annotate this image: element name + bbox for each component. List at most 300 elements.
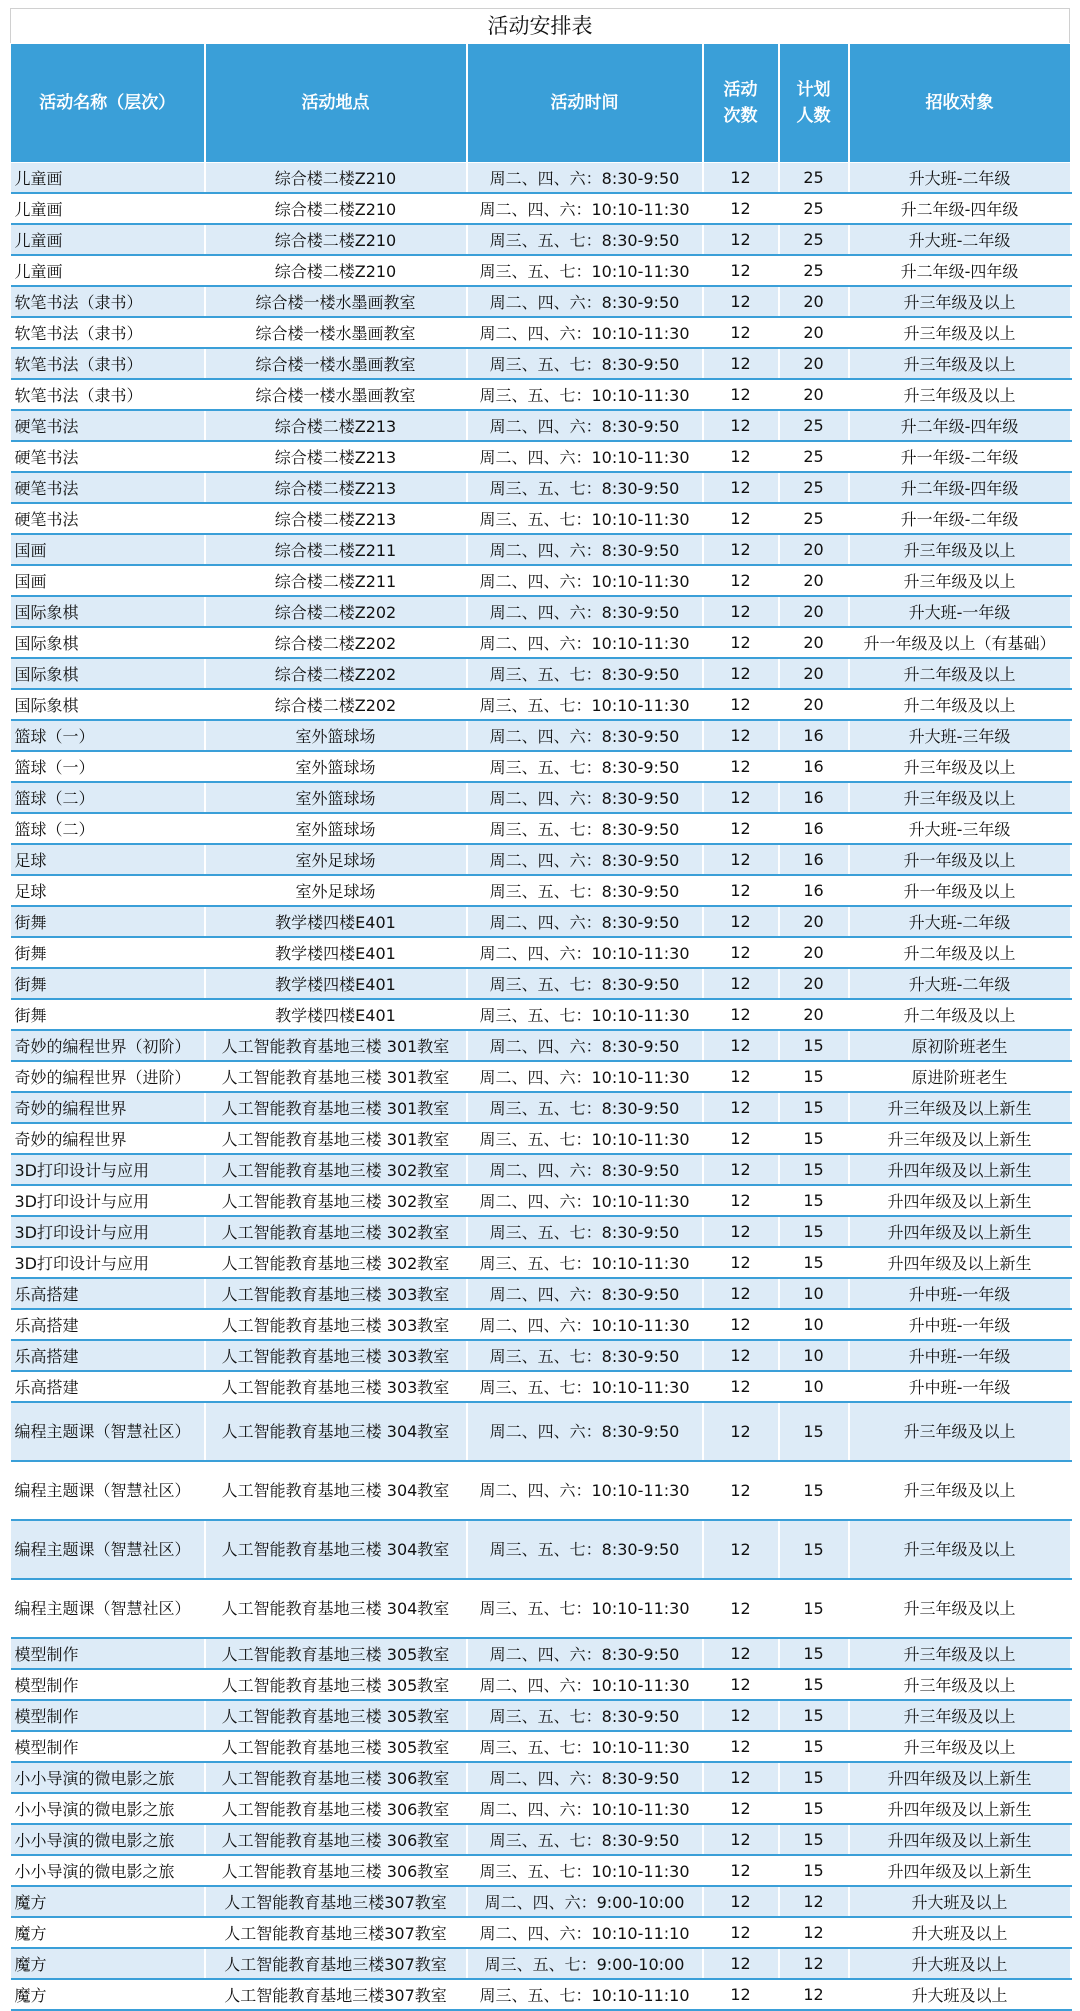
target-cell: 升一年级及以上	[849, 875, 1071, 906]
sessions-cell: 12	[703, 1402, 779, 1461]
activity-name-cell: 编程主题课（智慧社区）	[11, 1461, 205, 1520]
time-cell: 周三、五、七：8:30-9:50	[467, 658, 703, 689]
location-cell: 人工智能教育基地三楼 302教室	[205, 1154, 467, 1185]
location-cell: 室外足球场	[205, 844, 467, 875]
planned-count-cell: 15	[779, 1030, 849, 1061]
activity-name-cell: 乐高搭建	[11, 1371, 205, 1402]
time-cell: 周三、五、七：8:30-9:50	[467, 751, 703, 782]
sessions-cell: 12	[703, 224, 779, 255]
time-cell: 周二、四、六：10:10-11:30	[467, 1461, 703, 1520]
planned-count-cell: 10	[779, 1278, 849, 1309]
planned-count-cell: 20	[779, 348, 849, 379]
table-row	[11, 751, 1071, 782]
sessions-cell: 12	[703, 1731, 779, 1762]
target-cell: 升三年级及以上	[849, 1669, 1071, 1700]
planned-count-cell: 20	[779, 317, 849, 348]
target-cell: 升大班-一年级	[849, 596, 1071, 627]
planned-count-cell: 16	[779, 751, 849, 782]
target-cell: 升三年级及以上	[849, 1731, 1071, 1762]
activity-name-cell: 篮球（二）	[11, 813, 205, 844]
activity-name-cell: 乐高搭建	[11, 1278, 205, 1309]
activity-name-cell: 软笔书法（隶书）	[11, 348, 205, 379]
location-cell: 人工智能教育基地三楼 305教室	[205, 1731, 467, 1762]
table-row	[11, 1216, 1071, 1247]
location-cell: 人工智能教育基地三楼 304教室	[205, 1579, 467, 1638]
sessions-cell: 12	[703, 1669, 779, 1700]
sessions-cell: 12	[703, 999, 779, 1030]
time-cell: 周三、五、七：10:10-11:30	[467, 1247, 703, 1278]
planned-count-cell: 12	[779, 1917, 849, 1948]
table-row	[11, 1979, 1071, 2010]
sessions-cell: 12	[703, 1461, 779, 1520]
target-cell: 升三年级及以上	[849, 379, 1071, 410]
header-planned-count	[779, 44, 849, 163]
planned-count-cell: 15	[779, 1402, 849, 1461]
target-cell: 升一年级及以上（有基础）	[849, 627, 1071, 658]
sessions-cell: 12	[703, 937, 779, 968]
table-row	[11, 441, 1071, 472]
table-row	[11, 782, 1071, 813]
table-row	[11, 193, 1071, 224]
planned-count-cell: 20	[779, 658, 849, 689]
location-cell: 综合楼二楼Z210	[205, 163, 467, 194]
activity-name-cell: 国际象棋	[11, 689, 205, 720]
activity-name-cell: 硬笔书法	[11, 441, 205, 472]
activity-name-cell: 儿童画	[11, 224, 205, 255]
table-row	[11, 410, 1071, 441]
sessions-cell: 12	[703, 813, 779, 844]
location-cell: 综合楼一楼水墨画教室	[205, 317, 467, 348]
activity-name-cell: 国画	[11, 565, 205, 596]
activity-name-cell: 3D打印设计与应用	[11, 1185, 205, 1216]
table-row	[11, 1278, 1071, 1309]
table-row	[11, 937, 1071, 968]
table-row	[11, 906, 1071, 937]
time-cell: 周二、四、六：10:10-11:30	[467, 1793, 703, 1824]
location-cell: 人工智能教育基地三楼 305教室	[205, 1669, 467, 1700]
location-cell: 综合楼二楼Z213	[205, 503, 467, 534]
planned-count-cell: 20	[779, 968, 849, 999]
activity-name-cell: 街舞	[11, 968, 205, 999]
table-row	[11, 1948, 1071, 1979]
planned-count-cell: 15	[779, 1520, 849, 1579]
sessions-cell: 12	[703, 875, 779, 906]
location-cell: 综合楼二楼Z213	[205, 410, 467, 441]
planned-count-cell: 15	[779, 1579, 849, 1638]
header-sessions-label: 活动次数	[723, 80, 758, 126]
location-cell: 综合楼一楼水墨画教室	[205, 348, 467, 379]
sessions-cell: 12	[703, 968, 779, 999]
activity-name-cell: 街舞	[11, 937, 205, 968]
location-cell: 室外足球场	[205, 875, 467, 906]
activity-name-cell: 3D打印设计与应用	[11, 1247, 205, 1278]
target-cell: 升四年级及以上新生	[849, 1793, 1071, 1824]
activity-name-cell: 小小导演的微电影之旅	[11, 1824, 205, 1855]
location-cell: 人工智能教育基地三楼307教室	[205, 1948, 467, 1979]
sessions-cell: 12	[703, 534, 779, 565]
planned-count-cell: 12	[779, 1948, 849, 1979]
sessions-cell: 12	[703, 844, 779, 875]
sessions-cell: 12	[703, 472, 779, 503]
location-cell: 教学楼四楼E401	[205, 906, 467, 937]
table-row	[11, 968, 1071, 999]
location-cell: 教学楼四楼E401	[205, 937, 467, 968]
location-cell: 综合楼二楼Z211	[205, 565, 467, 596]
planned-count-cell: 15	[779, 1638, 849, 1669]
target-cell: 升四年级及以上新生	[849, 1855, 1071, 1886]
target-cell: 升三年级及以上	[849, 534, 1071, 565]
planned-count-cell: 25	[779, 472, 849, 503]
target-cell: 升中班-一年级	[849, 1371, 1071, 1402]
planned-count-cell: 15	[779, 1700, 849, 1731]
sessions-cell: 12	[703, 410, 779, 441]
location-cell: 室外篮球场	[205, 720, 467, 751]
table-row	[11, 1247, 1071, 1278]
planned-count-cell: 16	[779, 844, 849, 875]
planned-count-cell: 25	[779, 163, 849, 194]
location-cell: 综合楼一楼水墨画教室	[205, 379, 467, 410]
time-cell: 周二、四、六：10:10-11:30	[467, 627, 703, 658]
location-cell: 室外篮球场	[205, 782, 467, 813]
planned-count-cell: 20	[779, 906, 849, 937]
planned-count-cell: 15	[779, 1793, 849, 1824]
location-cell: 人工智能教育基地三楼 303教室	[205, 1371, 467, 1402]
target-cell: 原进阶班老生	[849, 1061, 1071, 1092]
target-cell: 升三年级及以上	[849, 751, 1071, 782]
table-row	[11, 689, 1071, 720]
planned-count-cell: 15	[779, 1216, 849, 1247]
time-cell: 周三、五、七：10:10-11:30	[467, 255, 703, 286]
activity-name-cell: 魔方	[11, 1886, 205, 1917]
time-cell: 周三、五、七：8:30-9:50	[467, 1824, 703, 1855]
location-cell: 综合楼二楼Z213	[205, 441, 467, 472]
location-cell: 综合楼二楼Z202	[205, 596, 467, 627]
sessions-cell: 12	[703, 255, 779, 286]
target-cell: 升三年级及以上	[849, 1638, 1071, 1669]
sessions-cell: 12	[703, 1855, 779, 1886]
sessions-cell: 12	[703, 1948, 779, 1979]
target-cell: 原初阶班老生	[849, 1030, 1071, 1061]
target-cell: 升三年级及以上	[849, 1700, 1071, 1731]
location-cell: 人工智能教育基地三楼 302教室	[205, 1216, 467, 1247]
planned-count-cell: 25	[779, 224, 849, 255]
location-cell: 人工智能教育基地三楼 301教室	[205, 1061, 467, 1092]
table-row	[11, 1402, 1071, 1461]
location-cell: 综合楼一楼水墨画教室	[205, 286, 467, 317]
location-cell: 人工智能教育基地三楼 304教室	[205, 1461, 467, 1520]
schedule-table	[10, 43, 1072, 2011]
time-cell: 周二、四、六：8:30-9:50	[467, 410, 703, 441]
target-cell: 升二年级及以上	[849, 937, 1071, 968]
target-cell: 升中班-一年级	[849, 1278, 1071, 1309]
target-cell: 升二年级-四年级	[849, 255, 1071, 286]
sessions-cell: 12	[703, 1154, 779, 1185]
planned-count-cell: 15	[779, 1731, 849, 1762]
location-cell: 综合楼二楼Z211	[205, 534, 467, 565]
table-row	[11, 379, 1071, 410]
time-cell: 周二、四、六：9:00-10:00	[467, 1886, 703, 1917]
location-cell: 综合楼二楼Z202	[205, 658, 467, 689]
activity-name-cell: 模型制作	[11, 1731, 205, 1762]
sessions-cell: 12	[703, 1061, 779, 1092]
sessions-cell: 12	[703, 503, 779, 534]
table-row	[11, 720, 1071, 751]
location-cell: 人工智能教育基地三楼307教室	[205, 1979, 467, 2010]
target-cell: 升四年级及以上新生	[849, 1216, 1071, 1247]
time-cell: 周三、五、七：9:00-10:00	[467, 1948, 703, 1979]
time-cell: 周二、四、六：8:30-9:50	[467, 534, 703, 565]
table-row	[11, 1669, 1071, 1700]
activity-name-cell: 篮球（一）	[11, 751, 205, 782]
activity-name-cell: 奇妙的编程世界	[11, 1092, 205, 1123]
target-cell: 升三年级及以上	[849, 565, 1071, 596]
target-cell: 升二年级及以上	[849, 658, 1071, 689]
target-cell: 升三年级及以上	[849, 1461, 1071, 1520]
table-row	[11, 875, 1071, 906]
activity-name-cell: 编程主题课（智慧社区）	[11, 1579, 205, 1638]
planned-count-cell: 20	[779, 286, 849, 317]
table-row	[11, 1793, 1071, 1824]
sessions-cell: 12	[703, 379, 779, 410]
location-cell: 综合楼二楼Z210	[205, 255, 467, 286]
time-cell: 周三、五、七：8:30-9:50	[467, 224, 703, 255]
table-row	[11, 565, 1071, 596]
target-cell: 升大班及以上	[849, 1917, 1071, 1948]
sessions-cell: 12	[703, 163, 779, 194]
location-cell: 人工智能教育基地三楼 303教室	[205, 1278, 467, 1309]
table-row	[11, 1061, 1071, 1092]
activity-name-cell: 篮球（一）	[11, 720, 205, 751]
time-cell: 周二、四、六：8:30-9:50	[467, 163, 703, 194]
time-cell: 周二、四、六：10:10-11:10	[467, 1917, 703, 1948]
planned-count-cell: 25	[779, 441, 849, 472]
target-cell: 升大班-二年级	[849, 968, 1071, 999]
sessions-cell: 12	[703, 627, 779, 658]
target-cell: 升四年级及以上新生	[849, 1154, 1071, 1185]
planned-count-cell: 20	[779, 937, 849, 968]
time-cell: 周二、四、六：10:10-11:30	[467, 317, 703, 348]
time-cell: 周二、四、六：10:10-11:30	[467, 1309, 703, 1340]
table-row	[11, 1092, 1071, 1123]
target-cell: 升四年级及以上新生	[849, 1762, 1071, 1793]
activity-name-cell: 街舞	[11, 999, 205, 1030]
location-cell: 人工智能教育基地三楼 303教室	[205, 1309, 467, 1340]
target-cell: 升四年级及以上新生	[849, 1247, 1071, 1278]
planned-count-cell: 15	[779, 1185, 849, 1216]
location-cell: 人工智能教育基地三楼307教室	[205, 1886, 467, 1917]
page-title: 活动安排表	[10, 8, 1070, 43]
activity-name-cell: 街舞	[11, 906, 205, 937]
table-row	[11, 1762, 1071, 1793]
sessions-cell: 12	[703, 1917, 779, 1948]
table-row	[11, 163, 1071, 194]
planned-count-cell: 16	[779, 720, 849, 751]
table-row	[11, 1340, 1071, 1371]
target-cell: 升三年级及以上	[849, 1520, 1071, 1579]
target-cell: 升一年级-二年级	[849, 503, 1071, 534]
table-row	[11, 1123, 1071, 1154]
planned-count-cell: 20	[779, 689, 849, 720]
time-cell: 周二、四、六：10:10-11:30	[467, 1061, 703, 1092]
time-cell: 周三、五、七：8:30-9:50	[467, 1340, 703, 1371]
table-row	[11, 1309, 1071, 1340]
header-location: 活动地点	[205, 44, 467, 163]
table-row	[11, 1371, 1071, 1402]
target-cell: 升二年级-四年级	[849, 193, 1071, 224]
table-row	[11, 1520, 1071, 1579]
location-cell: 人工智能教育基地三楼 303教室	[205, 1340, 467, 1371]
activity-name-cell: 国际象棋	[11, 658, 205, 689]
location-cell: 人工智能教育基地三楼307教室	[205, 1917, 467, 1948]
activity-name-cell: 软笔书法（隶书）	[11, 379, 205, 410]
planned-count-cell: 16	[779, 813, 849, 844]
table-row	[11, 286, 1071, 317]
table-row	[11, 658, 1071, 689]
time-cell: 周二、四、六：10:10-11:30	[467, 441, 703, 472]
planned-count-cell: 15	[779, 1824, 849, 1855]
planned-count-cell: 20	[779, 627, 849, 658]
location-cell: 人工智能教育基地三楼 306教室	[205, 1855, 467, 1886]
table-row	[11, 472, 1071, 503]
time-cell: 周二、四、六：8:30-9:50	[467, 286, 703, 317]
location-cell: 教学楼四楼E401	[205, 999, 467, 1030]
time-cell: 周二、四、六：10:10-11:30	[467, 1669, 703, 1700]
sessions-cell: 12	[703, 1638, 779, 1669]
sessions-cell: 12	[703, 1185, 779, 1216]
time-cell: 周二、四、六：8:30-9:50	[467, 596, 703, 627]
sessions-cell: 12	[703, 1247, 779, 1278]
time-cell: 周二、四、六：8:30-9:50	[467, 1402, 703, 1461]
target-cell: 升四年级及以上新生	[849, 1185, 1071, 1216]
table-row	[11, 627, 1071, 658]
sessions-cell: 12	[703, 1216, 779, 1247]
target-cell: 升二年级-四年级	[849, 410, 1071, 441]
location-cell: 人工智能教育基地三楼 301教室	[205, 1123, 467, 1154]
target-cell: 升大班-二年级	[849, 906, 1071, 937]
target-cell: 升二年级及以上	[849, 689, 1071, 720]
table-row	[11, 348, 1071, 379]
target-cell: 升二年级及以上	[849, 999, 1071, 1030]
target-cell: 升大班及以上	[849, 1886, 1071, 1917]
location-cell: 人工智能教育基地三楼 306教室	[205, 1824, 467, 1855]
target-cell: 升四年级及以上新生	[849, 1824, 1071, 1855]
time-cell: 周二、四、六：10:10-11:30	[467, 1185, 703, 1216]
location-cell: 综合楼二楼Z202	[205, 689, 467, 720]
target-cell: 升大班-二年级	[849, 224, 1071, 255]
planned-count-cell: 25	[779, 255, 849, 286]
time-cell: 周三、五、七：10:10-11:30	[467, 503, 703, 534]
sessions-cell: 12	[703, 565, 779, 596]
location-cell: 人工智能教育基地三楼 301教室	[205, 1092, 467, 1123]
time-cell: 周三、五、七：8:30-9:50	[467, 348, 703, 379]
table-row	[11, 1886, 1071, 1917]
activity-name-cell: 3D打印设计与应用	[11, 1216, 205, 1247]
sessions-cell: 12	[703, 348, 779, 379]
table-row	[11, 1824, 1071, 1855]
planned-count-cell: 25	[779, 410, 849, 441]
activity-name-cell: 奇妙的编程世界	[11, 1123, 205, 1154]
sessions-cell: 12	[703, 1092, 779, 1123]
location-cell: 人工智能教育基地三楼 305教室	[205, 1638, 467, 1669]
activity-name-cell: 模型制作	[11, 1700, 205, 1731]
planned-count-cell: 20	[779, 534, 849, 565]
time-cell: 周二、四、六：8:30-9:50	[467, 782, 703, 813]
sessions-cell: 12	[703, 1886, 779, 1917]
activity-name-cell: 魔方	[11, 1948, 205, 1979]
activity-name-cell: 编程主题课（智慧社区）	[11, 1520, 205, 1579]
header-sessions	[703, 44, 779, 163]
target-cell: 升三年级及以上	[849, 1579, 1071, 1638]
activity-name-cell: 软笔书法（隶书）	[11, 317, 205, 348]
time-cell: 周三、五、七：8:30-9:50	[467, 472, 703, 503]
time-cell: 周二、四、六：10:10-11:30	[467, 565, 703, 596]
sessions-cell: 12	[703, 1579, 779, 1638]
activity-name-cell: 乐高搭建	[11, 1309, 205, 1340]
table-row	[11, 596, 1071, 627]
table-row	[11, 1917, 1071, 1948]
time-cell: 周二、四、六：10:10-11:30	[467, 193, 703, 224]
target-cell: 升一年级-二年级	[849, 441, 1071, 472]
sessions-cell: 12	[703, 1700, 779, 1731]
location-cell: 综合楼二楼Z202	[205, 627, 467, 658]
header-planned-count-label: 计划人数	[796, 80, 831, 126]
time-cell: 周二、四、六：8:30-9:50	[467, 720, 703, 751]
table-row	[11, 1154, 1071, 1185]
activity-name-cell: 足球	[11, 875, 205, 906]
planned-count-cell: 15	[779, 1061, 849, 1092]
sessions-cell: 12	[703, 782, 779, 813]
table-row	[11, 1030, 1071, 1061]
activity-name-cell: 国画	[11, 534, 205, 565]
table-row	[11, 503, 1071, 534]
sessions-cell: 12	[703, 689, 779, 720]
activity-name-cell: 篮球（二）	[11, 782, 205, 813]
planned-count-cell: 25	[779, 193, 849, 224]
target-cell: 升三年级及以上	[849, 782, 1071, 813]
location-cell: 人工智能教育基地三楼 301教室	[205, 1030, 467, 1061]
planned-count-cell: 25	[779, 503, 849, 534]
header-activity-name: 活动名称（层次）	[11, 44, 205, 163]
location-cell: 人工智能教育基地三楼 306教室	[205, 1793, 467, 1824]
table-row	[11, 999, 1071, 1030]
planned-count-cell: 20	[779, 379, 849, 410]
target-cell: 升三年级及以上新生	[849, 1123, 1071, 1154]
target-cell: 升中班-一年级	[849, 1309, 1071, 1340]
target-cell: 升中班-一年级	[849, 1340, 1071, 1371]
table-row	[11, 534, 1071, 565]
time-cell: 周二、四、六：8:30-9:50	[467, 1762, 703, 1793]
planned-count-cell: 10	[779, 1309, 849, 1340]
location-cell: 人工智能教育基地三楼 305教室	[205, 1700, 467, 1731]
sessions-cell: 12	[703, 1793, 779, 1824]
location-cell: 人工智能教育基地三楼 302教室	[205, 1185, 467, 1216]
activity-name-cell: 奇妙的编程世界（初阶）	[11, 1030, 205, 1061]
time-cell: 周二、四、六：8:30-9:50	[467, 844, 703, 875]
activity-name-cell: 儿童画	[11, 193, 205, 224]
sessions-cell: 12	[703, 720, 779, 751]
planned-count-cell: 15	[779, 1855, 849, 1886]
time-cell: 周三、五、七：8:30-9:50	[467, 1700, 703, 1731]
target-cell: 升大班-二年级	[849, 163, 1071, 194]
activity-name-cell: 编程主题课（智慧社区）	[11, 1402, 205, 1461]
sessions-cell: 12	[703, 1979, 779, 2010]
sessions-cell: 12	[703, 906, 779, 937]
target-cell: 升大班及以上	[849, 1979, 1071, 2010]
activity-name-cell: 乐高搭建	[11, 1340, 205, 1371]
sessions-cell: 12	[703, 1824, 779, 1855]
table-row	[11, 1700, 1071, 1731]
time-cell: 周三、五、七：10:10-11:10	[467, 1979, 703, 2010]
